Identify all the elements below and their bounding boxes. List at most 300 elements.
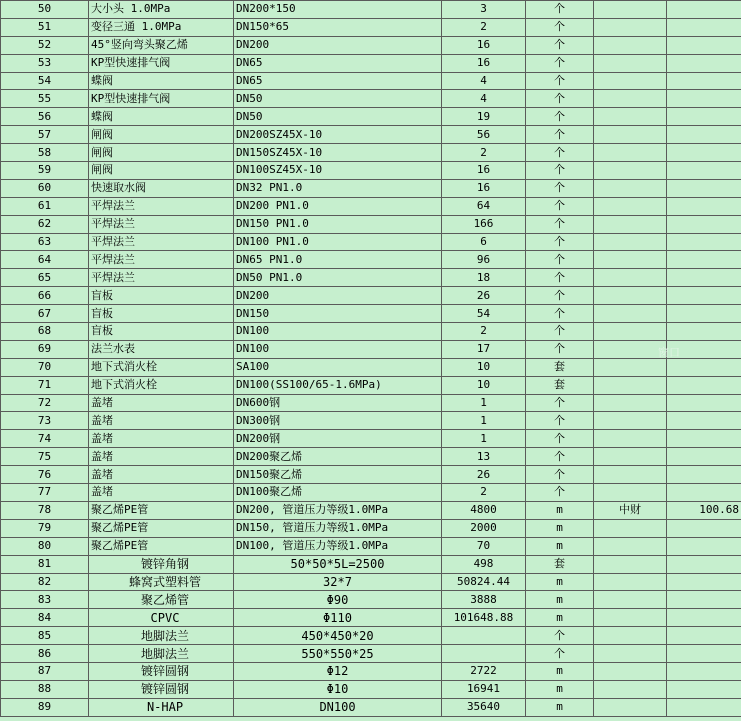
note-cell[interactable] — [594, 305, 667, 323]
value-cell[interactable] — [667, 662, 741, 680]
spec-cell[interactable]: DN100SZ45X-10 — [234, 162, 442, 180]
spec-cell[interactable]: Φ90 — [234, 591, 442, 609]
spec-cell[interactable]: DN50 PN1.0 — [234, 269, 442, 287]
value-cell[interactable] — [667, 72, 741, 90]
value-cell[interactable] — [667, 519, 741, 537]
unit-cell[interactable]: 个 — [526, 215, 594, 233]
table-row — [1, 698, 741, 716]
row-number-cell[interactable]: 81 — [1, 555, 89, 573]
spec-cell[interactable]: DN150, 管道压力等级1.0MPa — [234, 519, 442, 537]
table-row — [1, 269, 741, 287]
note-cell[interactable] — [594, 519, 667, 537]
quantity-cell[interactable]: 35640 — [442, 698, 526, 716]
item-name-cell[interactable]: 平焊法兰 — [89, 197, 234, 215]
spec-cell[interactable]: DN200 PN1.0 — [234, 197, 442, 215]
spec-cell[interactable]: DN100 — [234, 698, 442, 716]
note-cell[interactable] — [594, 591, 667, 609]
value-cell[interactable] — [667, 233, 741, 251]
unit-cell[interactable]: 个 — [526, 287, 594, 305]
spec-cell[interactable]: DN600钢 — [234, 394, 442, 412]
note-cell[interactable] — [594, 215, 667, 233]
row-number-cell[interactable]: 72 — [1, 394, 89, 412]
note-cell[interactable] — [594, 430, 667, 448]
quantity-cell[interactable]: 6 — [442, 233, 526, 251]
table-row — [1, 72, 741, 90]
row-number-cell[interactable]: 52 — [1, 36, 89, 54]
spec-cell[interactable]: SA100 — [234, 358, 442, 376]
quantity-cell[interactable]: 56 — [442, 126, 526, 144]
quantity-cell[interactable] — [442, 645, 526, 663]
unit-cell[interactable]: 个 — [526, 394, 594, 412]
row-number-cell[interactable]: 53 — [1, 54, 89, 72]
value-cell[interactable] — [667, 1, 741, 19]
item-name-cell[interactable]: 镀锌圆钢 — [89, 662, 234, 680]
row-number-cell[interactable]: 77 — [1, 484, 89, 502]
note-cell[interactable] — [594, 609, 667, 627]
note-cell[interactable] — [594, 698, 667, 716]
item-name-cell[interactable]: 45°竖向弯头聚乙烯 — [89, 36, 234, 54]
unit-cell[interactable]: m — [526, 609, 594, 627]
quantity-cell[interactable]: 70 — [442, 537, 526, 555]
item-name-cell[interactable]: 盲板 — [89, 305, 234, 323]
unit-cell[interactable]: 个 — [526, 627, 594, 645]
quantity-cell[interactable]: 50824.44 — [442, 573, 526, 591]
item-name-cell[interactable]: CPVC — [89, 609, 234, 627]
quantity-cell[interactable]: 2000 — [442, 519, 526, 537]
item-name-cell[interactable]: KP型快速排气阀 — [89, 90, 234, 108]
note-cell[interactable]: 中财 — [594, 501, 667, 519]
row-number-cell[interactable]: 51 — [1, 18, 89, 36]
quantity-cell[interactable]: 3888 — [442, 591, 526, 609]
table-row — [1, 448, 741, 466]
item-name-cell[interactable]: 盖堵 — [89, 466, 234, 484]
quantity-cell[interactable]: 2 — [442, 144, 526, 162]
value-cell[interactable] — [667, 555, 741, 573]
note-cell[interactable] — [594, 323, 667, 341]
quantity-cell[interactable]: 16 — [442, 162, 526, 180]
note-cell[interactable] — [594, 484, 667, 502]
row-number-cell[interactable]: 84 — [1, 609, 89, 627]
note-cell[interactable] — [594, 54, 667, 72]
unit-cell[interactable]: 套 — [526, 376, 594, 394]
note-cell[interactable] — [594, 179, 667, 197]
row-number-cell[interactable]: 59 — [1, 162, 89, 180]
note-cell[interactable] — [594, 18, 667, 36]
row-number-cell[interactable]: 79 — [1, 519, 89, 537]
unit-cell[interactable]: m — [526, 573, 594, 591]
item-name-cell[interactable]: 平焊法兰 — [89, 215, 234, 233]
row-number-cell[interactable]: 86 — [1, 645, 89, 663]
note-cell[interactable] — [594, 448, 667, 466]
table-row — [1, 323, 741, 341]
unit-cell[interactable]: 个 — [526, 233, 594, 251]
spec-cell[interactable]: DN150SZ45X-10 — [234, 144, 442, 162]
row-number-cell[interactable]: 76 — [1, 466, 89, 484]
stray-text: 窗口 — [658, 346, 680, 359]
quantity-cell[interactable]: 19 — [442, 108, 526, 126]
unit-cell[interactable]: m — [526, 591, 594, 609]
spec-cell[interactable]: DN150 PN1.0 — [234, 215, 442, 233]
unit-cell[interactable]: 个 — [526, 144, 594, 162]
value-cell[interactable] — [667, 269, 741, 287]
spec-cell[interactable]: DN65 PN1.0 — [234, 251, 442, 269]
value-cell[interactable] — [667, 54, 741, 72]
spec-cell[interactable]: DN100 PN1.0 — [234, 233, 442, 251]
value-cell[interactable] — [667, 466, 741, 484]
value-cell[interactable] — [667, 591, 741, 609]
row-number-cell[interactable]: 78 — [1, 501, 89, 519]
table-row — [1, 501, 741, 519]
spec-cell[interactable]: DN200钢 — [234, 430, 442, 448]
quantity-cell[interactable]: 2722 — [442, 662, 526, 680]
item-name-cell[interactable]: 蝶阀 — [89, 108, 234, 126]
note-cell[interactable] — [594, 144, 667, 162]
spec-cell[interactable]: DN200, 管道压力等级1.0MPa — [234, 501, 442, 519]
item-name-cell[interactable]: 平焊法兰 — [89, 269, 234, 287]
unit-cell[interactable]: 个 — [526, 162, 594, 180]
unit-cell[interactable]: 个 — [526, 197, 594, 215]
quantity-cell[interactable]: 16 — [442, 36, 526, 54]
value-cell[interactable] — [667, 448, 741, 466]
note-cell[interactable] — [594, 627, 667, 645]
quantity-cell[interactable]: 3 — [442, 1, 526, 19]
spec-cell[interactable]: DN200 — [234, 36, 442, 54]
value-cell[interactable] — [667, 90, 741, 108]
note-cell[interactable] — [594, 197, 667, 215]
spec-cell[interactable]: DN200SZ45X-10 — [234, 126, 442, 144]
quantity-cell[interactable]: 64 — [442, 197, 526, 215]
table-row — [1, 233, 741, 251]
note-cell[interactable] — [594, 537, 667, 555]
quantity-cell[interactable]: 16 — [442, 54, 526, 72]
note-cell[interactable] — [594, 72, 667, 90]
table-row — [1, 591, 741, 609]
note-cell[interactable] — [594, 412, 667, 430]
table-row — [1, 126, 741, 144]
value-cell[interactable] — [667, 108, 741, 126]
item-name-cell[interactable]: 地脚法兰 — [89, 645, 234, 663]
quantity-cell[interactable]: 16 — [442, 179, 526, 197]
row-number-cell[interactable]: 55 — [1, 90, 89, 108]
unit-cell[interactable]: 个 — [526, 448, 594, 466]
unit-cell[interactable]: 个 — [526, 340, 594, 358]
note-cell[interactable] — [594, 287, 667, 305]
unit-cell[interactable]: 个 — [526, 36, 594, 54]
row-number-cell[interactable]: 82 — [1, 573, 89, 591]
row-number-cell[interactable]: 58 — [1, 144, 89, 162]
table-row — [1, 54, 741, 72]
quantity-cell[interactable] — [442, 627, 526, 645]
quantity-cell[interactable]: 101648.88 — [442, 609, 526, 627]
value-cell[interactable] — [667, 627, 741, 645]
row-number-cell[interactable]: 68 — [1, 323, 89, 341]
row-number-cell[interactable]: 70 — [1, 358, 89, 376]
table-row — [1, 108, 741, 126]
item-name-cell[interactable]: 聚乙烯PE管 — [89, 519, 234, 537]
row-number-cell[interactable]: 69 — [1, 340, 89, 358]
spec-cell[interactable]: DN100 — [234, 340, 442, 358]
row-number-cell[interactable]: 64 — [1, 251, 89, 269]
quantity-cell[interactable]: 1 — [442, 430, 526, 448]
value-cell[interactable] — [667, 358, 741, 376]
row-number-cell[interactable]: 87 — [1, 662, 89, 680]
value-cell[interactable] — [667, 680, 741, 698]
unit-cell[interactable]: 个 — [526, 18, 594, 36]
unit-cell[interactable]: 个 — [526, 412, 594, 430]
value-cell[interactable] — [667, 394, 741, 412]
spec-cell[interactable]: 550*550*25 — [234, 645, 442, 663]
item-name-cell[interactable]: 镀锌圆钢 — [89, 680, 234, 698]
spec-cell[interactable]: DN200 — [234, 287, 442, 305]
unit-cell[interactable]: 个 — [526, 430, 594, 448]
unit-cell[interactable]: 套 — [526, 555, 594, 573]
quantity-cell[interactable]: 54 — [442, 305, 526, 323]
quantity-cell[interactable]: 26 — [442, 287, 526, 305]
unit-cell[interactable]: 个 — [526, 645, 594, 663]
spec-cell[interactable]: Φ110 — [234, 609, 442, 627]
note-cell[interactable] — [594, 251, 667, 269]
unit-cell[interactable]: 个 — [526, 108, 594, 126]
value-cell[interactable] — [667, 484, 741, 502]
spec-cell[interactable]: DN300钢 — [234, 412, 442, 430]
quantity-cell[interactable]: 13 — [442, 448, 526, 466]
quantity-cell[interactable]: 498 — [442, 555, 526, 573]
spec-cell[interactable]: DN32 PN1.0 — [234, 179, 442, 197]
item-name-cell[interactable]: 地脚法兰 — [89, 627, 234, 645]
value-cell[interactable] — [667, 287, 741, 305]
spec-cell[interactable]: DN50 — [234, 108, 442, 126]
row-number-cell[interactable]: 54 — [1, 72, 89, 90]
row-number-cell[interactable]: 65 — [1, 269, 89, 287]
unit-cell[interactable]: m — [526, 680, 594, 698]
unit-cell[interactable]: 个 — [526, 305, 594, 323]
item-name-cell[interactable]: 闸阀 — [89, 126, 234, 144]
table-row — [1, 162, 741, 180]
item-name-cell[interactable]: 盖堵 — [89, 430, 234, 448]
item-name-cell[interactable]: 盖堵 — [89, 412, 234, 430]
row-number-cell[interactable]: 88 — [1, 680, 89, 698]
row-number-cell[interactable]: 62 — [1, 215, 89, 233]
row-number-cell[interactable]: 67 — [1, 305, 89, 323]
unit-cell[interactable]: 个 — [526, 72, 594, 90]
item-name-cell[interactable]: 盲板 — [89, 287, 234, 305]
row-number-cell[interactable]: 50 — [1, 1, 89, 19]
unit-cell[interactable]: 个 — [526, 1, 594, 19]
value-cell[interactable] — [667, 573, 741, 591]
quantity-cell[interactable]: 2 — [442, 484, 526, 502]
spec-cell[interactable]: DN50 — [234, 90, 442, 108]
value-cell[interactable] — [667, 698, 741, 716]
note-cell[interactable] — [594, 269, 667, 287]
unit-cell[interactable]: m — [526, 662, 594, 680]
row-number-cell[interactable]: 66 — [1, 287, 89, 305]
unit-cell[interactable]: 个 — [526, 179, 594, 197]
note-cell[interactable] — [594, 645, 667, 663]
row-number-cell[interactable]: 83 — [1, 591, 89, 609]
spec-cell[interactable]: 32*7 — [234, 573, 442, 591]
note-cell[interactable] — [594, 573, 667, 591]
quantity-cell[interactable]: 166 — [442, 215, 526, 233]
table-row — [1, 144, 741, 162]
value-cell[interactable] — [667, 179, 741, 197]
note-cell[interactable] — [594, 662, 667, 680]
spec-cell[interactable]: DN200聚乙烯 — [234, 448, 442, 466]
value-cell[interactable] — [667, 162, 741, 180]
value-cell[interactable] — [667, 430, 741, 448]
table-row — [1, 573, 741, 591]
item-name-cell[interactable]: KP型快速排气阀 — [89, 54, 234, 72]
quantity-cell[interactable]: 18 — [442, 269, 526, 287]
quantity-cell[interactable]: 1 — [442, 412, 526, 430]
note-cell[interactable] — [594, 233, 667, 251]
table-row — [1, 251, 741, 269]
unit-cell[interactable]: m — [526, 519, 594, 537]
row-number-cell[interactable]: 61 — [1, 197, 89, 215]
note-cell[interactable] — [594, 1, 667, 19]
item-name-cell[interactable]: 法兰水表 — [89, 340, 234, 358]
item-name-cell[interactable]: N-HAP — [89, 698, 234, 716]
note-cell[interactable] — [594, 466, 667, 484]
unit-cell[interactable]: 个 — [526, 466, 594, 484]
item-name-cell[interactable]: 闸阀 — [89, 162, 234, 180]
quantity-cell[interactable]: 2 — [442, 18, 526, 36]
item-name-cell[interactable]: 快速取水阀 — [89, 179, 234, 197]
note-cell[interactable] — [594, 358, 667, 376]
quantity-cell[interactable]: 10 — [442, 376, 526, 394]
spec-cell[interactable]: DN100聚乙烯 — [234, 484, 442, 502]
value-cell[interactable] — [667, 412, 741, 430]
item-name-cell[interactable]: 大小头 1.0MPa — [89, 1, 234, 19]
value-cell[interactable] — [667, 215, 741, 233]
note-cell[interactable] — [594, 36, 667, 54]
spec-cell[interactable]: DN100, 管道压力等级1.0MPa — [234, 537, 442, 555]
unit-cell[interactable]: m — [526, 501, 594, 519]
note-cell[interactable] — [594, 340, 667, 358]
quantity-cell[interactable]: 4800 — [442, 501, 526, 519]
unit-cell[interactable]: 个 — [526, 90, 594, 108]
table-row — [1, 36, 741, 54]
note-cell[interactable] — [594, 90, 667, 108]
value-cell[interactable] — [667, 537, 741, 555]
row-number-cell[interactable]: 63 — [1, 233, 89, 251]
item-name-cell[interactable]: 变径三通 1.0MPa — [89, 18, 234, 36]
value-cell[interactable]: 100.68 — [667, 501, 741, 519]
item-name-cell[interactable]: 盖堵 — [89, 448, 234, 466]
spec-cell[interactable]: DN200*150 — [234, 1, 442, 19]
note-cell[interactable] — [594, 376, 667, 394]
value-cell[interactable] — [667, 126, 741, 144]
value-cell[interactable] — [667, 197, 741, 215]
item-name-cell[interactable]: 盲板 — [89, 323, 234, 341]
row-number-cell[interactable]: 75 — [1, 448, 89, 466]
unit-cell[interactable]: 个 — [526, 54, 594, 72]
table-row — [1, 680, 741, 698]
value-cell[interactable] — [667, 609, 741, 627]
value-cell[interactable] — [667, 323, 741, 341]
row-number-cell[interactable]: 85 — [1, 627, 89, 645]
row-number-cell[interactable]: 71 — [1, 376, 89, 394]
note-cell[interactable] — [594, 126, 667, 144]
quantity-cell[interactable]: 10 — [442, 358, 526, 376]
value-cell[interactable] — [667, 251, 741, 269]
unit-cell[interactable]: m — [526, 698, 594, 716]
quantity-cell[interactable]: 17 — [442, 340, 526, 358]
value-cell[interactable] — [667, 305, 741, 323]
spec-cell[interactable]: DN150*65 — [234, 18, 442, 36]
note-cell[interactable] — [594, 680, 667, 698]
table-row — [1, 662, 741, 680]
quantity-cell[interactable]: 96 — [442, 251, 526, 269]
table-row — [1, 287, 741, 305]
spec-cell[interactable]: DN150聚乙烯 — [234, 466, 442, 484]
value-cell[interactable] — [667, 376, 741, 394]
unit-cell[interactable]: m — [526, 537, 594, 555]
value-cell[interactable] — [667, 645, 741, 663]
spec-cell[interactable]: Φ10 — [234, 680, 442, 698]
spec-cell[interactable]: 450*450*20 — [234, 627, 442, 645]
note-cell[interactable] — [594, 162, 667, 180]
spec-cell[interactable]: DN100(SS100/65-1.6MPa) — [234, 376, 442, 394]
item-name-cell[interactable]: 闸阀 — [89, 144, 234, 162]
unit-cell[interactable]: 个 — [526, 126, 594, 144]
unit-cell[interactable]: 个 — [526, 251, 594, 269]
quantity-cell[interactable]: 26 — [442, 466, 526, 484]
row-number-cell[interactable]: 73 — [1, 412, 89, 430]
sheet-body — [1, 1, 741, 717]
item-name-cell[interactable]: 平焊法兰 — [89, 251, 234, 269]
item-name-cell[interactable]: 盖堵 — [89, 394, 234, 412]
row-number-cell[interactable]: 60 — [1, 179, 89, 197]
item-name-cell[interactable]: 地下式消火栓 — [89, 358, 234, 376]
note-cell[interactable] — [594, 108, 667, 126]
note-cell[interactable] — [594, 555, 667, 573]
quantity-cell[interactable]: 4 — [442, 90, 526, 108]
note-cell[interactable] — [594, 394, 667, 412]
row-number-cell[interactable]: 57 — [1, 126, 89, 144]
item-name-cell[interactable]: 镀锌角钢 — [89, 555, 234, 573]
quantity-cell[interactable]: 1 — [442, 394, 526, 412]
spec-cell[interactable]: DN65 — [234, 72, 442, 90]
unit-cell[interactable]: 套 — [526, 358, 594, 376]
item-name-cell[interactable]: 蝶阀 — [89, 72, 234, 90]
unit-cell[interactable]: 个 — [526, 484, 594, 502]
row-number-cell[interactable]: 89 — [1, 698, 89, 716]
unit-cell[interactable]: 个 — [526, 269, 594, 287]
unit-cell[interactable]: 个 — [526, 323, 594, 341]
item-name-cell[interactable]: 聚乙烯管 — [89, 591, 234, 609]
spec-cell[interactable]: DN65 — [234, 54, 442, 72]
value-cell[interactable] — [667, 144, 741, 162]
value-cell[interactable] — [667, 18, 741, 36]
quantity-cell[interactable]: 4 — [442, 72, 526, 90]
quantity-cell[interactable]: 2 — [442, 323, 526, 341]
item-name-cell[interactable]: 蜂窝式塑料管 — [89, 573, 234, 591]
item-name-cell[interactable]: 聚乙烯PE管 — [89, 501, 234, 519]
row-number-cell[interactable]: 56 — [1, 108, 89, 126]
item-name-cell[interactable]: 盖堵 — [89, 484, 234, 502]
item-name-cell[interactable]: 地下式消火栓 — [89, 376, 234, 394]
item-name-cell[interactable]: 平焊法兰 — [89, 233, 234, 251]
item-name-cell[interactable]: 聚乙烯PE管 — [89, 537, 234, 555]
row-number-cell[interactable]: 80 — [1, 537, 89, 555]
spec-cell[interactable]: 50*50*5L=2500 — [234, 555, 442, 573]
row-number-cell[interactable]: 74 — [1, 430, 89, 448]
quantity-cell[interactable]: 16941 — [442, 680, 526, 698]
spec-cell[interactable]: Φ12 — [234, 662, 442, 680]
spec-cell[interactable]: DN150 — [234, 305, 442, 323]
value-cell[interactable] — [667, 36, 741, 54]
spec-cell[interactable]: DN100 — [234, 323, 442, 341]
